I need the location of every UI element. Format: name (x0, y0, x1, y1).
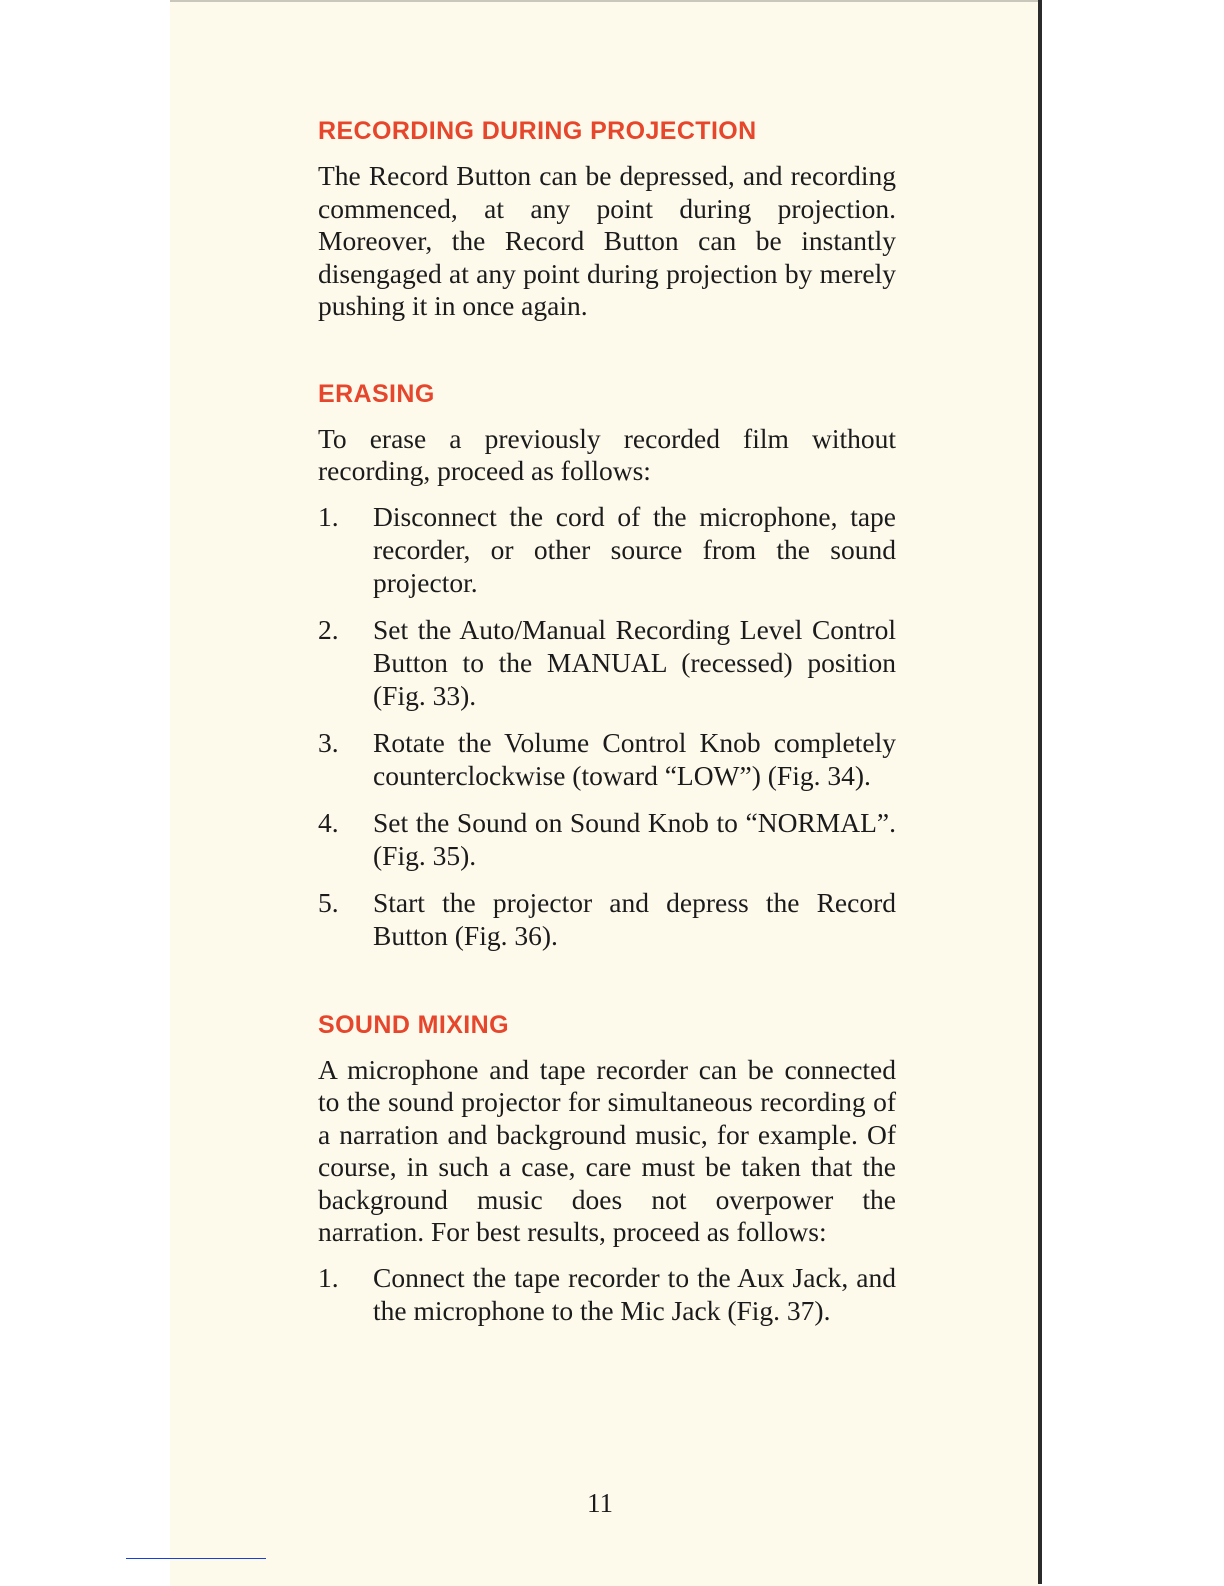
step-number: 5. (318, 886, 339, 918)
step-text: Disconnect the cord of the microphone, tape recorder, or other source from the sound projector. (373, 500, 896, 598)
step-text: Set the Sound on Sound Knob to “NORMAL”. (Fig. 35). (373, 806, 896, 871)
list-item (318, 886, 896, 952)
step-text: Connect the tape recorder to the Aux Jack, and the microphone to the Mic Jack (Fig. 37). (373, 1261, 896, 1326)
sound-mixing-steps (318, 1261, 896, 1327)
list-item (318, 806, 896, 872)
section-paragraph: To erase a previously recorded film without recording, proceed as follows: (318, 422, 896, 486)
section-erasing (318, 375, 896, 952)
list-item (318, 613, 896, 712)
step-text: Start the projector and depress the Record Button (Fig. 36). (373, 886, 896, 951)
section-paragraph: A microphone and tape recorder can be connected to the sound projector for simultaneous recording of a narration and background music, for example. Of course, in such a case, care must be taken that the background music does not overpower the narration. For best results, proceed as follows: (318, 1053, 896, 1247)
page-edge-shadow (1038, 0, 1042, 1584)
step-text: Set the Auto/Manual Recording Level Control Button to the MANUAL (recessed) position (Fig. 33). (373, 613, 896, 711)
section-recording-during-projection (318, 112, 896, 323)
step-number: 4. (318, 806, 339, 838)
section-heading: SOUND MIXING (318, 1010, 509, 1039)
page-content (318, 112, 896, 1341)
page-number: 11 (587, 1488, 613, 1518)
step-text: Rotate the Volume Control Knob completely counterclockwise (toward “LOW”) (Fig. 34). (373, 726, 896, 791)
erasing-steps (318, 500, 896, 952)
list-item (318, 1261, 896, 1327)
section-heading: ERASING (318, 379, 435, 408)
section-sound-mixing (318, 1006, 896, 1327)
step-number: 1. (318, 1261, 339, 1293)
bottom-rule (126, 1558, 266, 1559)
step-number: 3. (318, 726, 339, 758)
list-item (318, 500, 896, 599)
step-number: 2. (318, 613, 339, 645)
step-number: 1. (318, 500, 339, 532)
section-heading: RECORDING DURING PROJECTION (318, 117, 757, 145)
section-paragraph: The Record Button can be depressed, and recording commenced, at any point during projection. Moreover, the Record Button can be instantly disengaged at any point during projection by merely pushing it in once again. (318, 160, 896, 321)
list-item (318, 726, 896, 792)
